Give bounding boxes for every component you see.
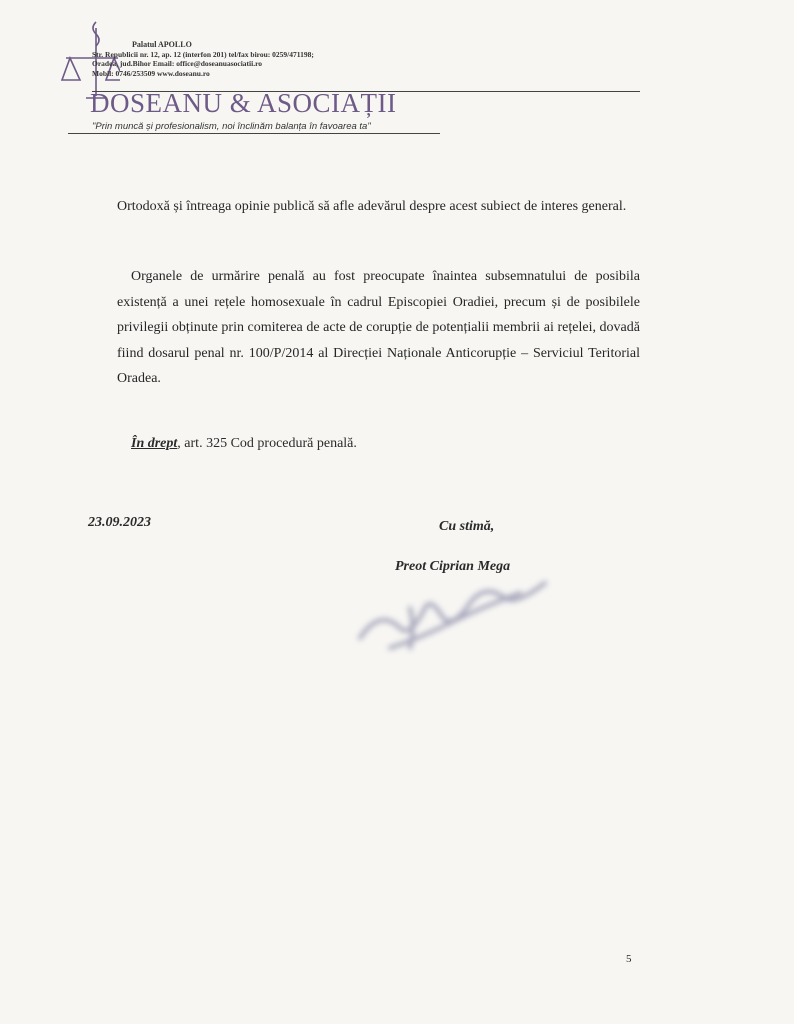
building-name: Palatul APOLLO — [132, 40, 192, 49]
address-line: Str. Republicii nr. 12, ap. 12 (interfon 201) tel/fax birou: 0259/471198; — [92, 49, 314, 59]
signer-name: Preot Ciprian Mega — [395, 559, 511, 574]
legal-basis-text: , art. 325 Cod procedură penală. — [177, 436, 357, 451]
motto-underline — [68, 133, 440, 134]
mobile-web-line: Mobil: 0746/253509 www.doseanu.ro — [92, 68, 210, 78]
document-date: 23.09.2023 — [88, 515, 151, 530]
city-email-line: Oradea, jud.Bihor Email: office@doseanuasociatii.ro — [92, 59, 263, 68]
page-number: 5 — [626, 953, 632, 965]
legal-basis-label: În drept — [131, 436, 178, 451]
legal-basis — [131, 436, 357, 452]
letterhead-contact-block — [92, 40, 314, 78]
closing-salutation: Cu stimă, — [439, 519, 495, 534]
firm-name: DOSEANU & ASOCIAȚII — [90, 88, 397, 118]
firm-motto: "Prin muncă și profesionalism, noi înclinăm balanța în favoarea ta" — [92, 121, 371, 132]
paragraph-1: Ortodoxă și întreaga opinie publică să afle adevărul despre acest subiect de interes general. — [117, 199, 627, 214]
paragraph-2: Organele de urmărire penală au fost preocupate înaintea subsemnatului de posibila existență a unei rețele homosexuale în cadrul Episcopiei Oradiei, precum și de posibilele privilegii obținute prin comiterea de acte de corupție de potențialii membrii ai rețelei, dovadă fiind dosarul penal nr. 100/P/2014 al Direcției Naționale Anticorupție – Serviciul Teritorial Oradea. — [117, 269, 640, 386]
handwritten-signature — [350, 578, 570, 658]
